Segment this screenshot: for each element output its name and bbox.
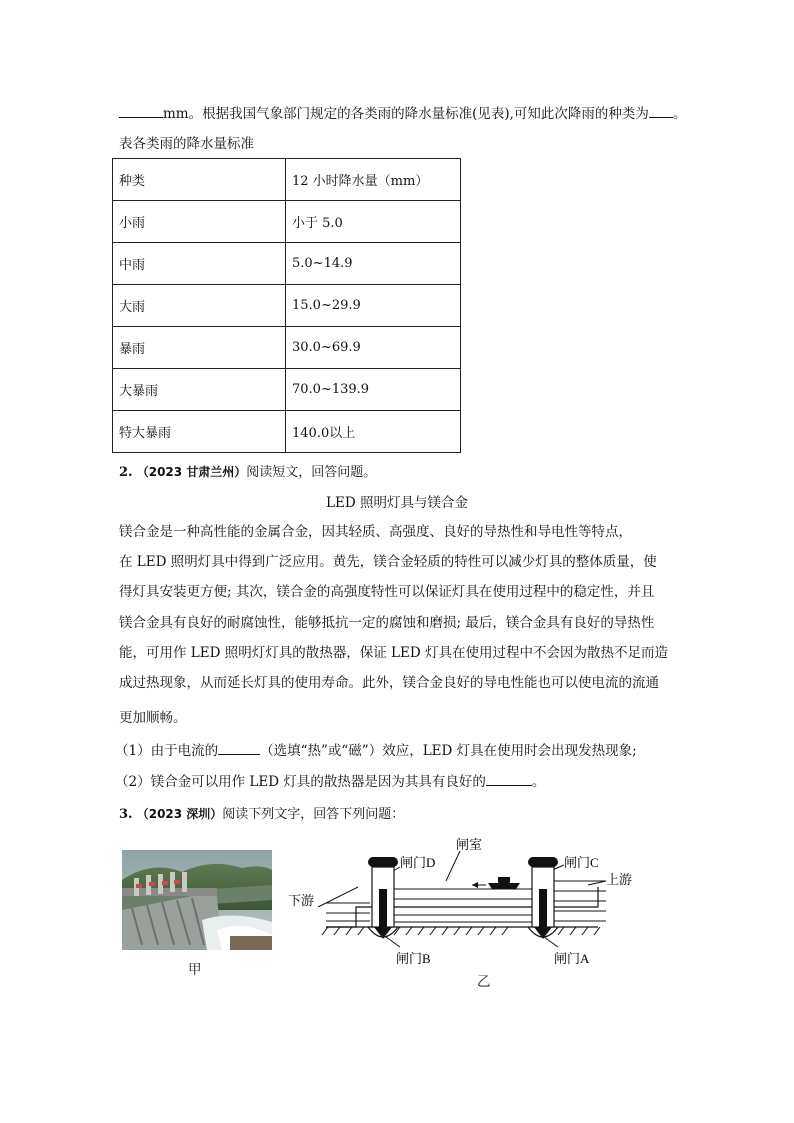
table-cell: 暴雨	[113, 327, 286, 369]
paragraph-line: 镁合金是一种高性能的金属合金，因其轻质、高强度、良好的导热性和导电性等特点，	[119, 524, 632, 540]
label-chamber: 闸室	[456, 837, 483, 852]
question-number: 2.	[119, 465, 133, 480]
ship-lock-diagram	[288, 835, 638, 975]
article-title: LED 照明灯具与镁合金	[326, 495, 468, 511]
table-cell: 大雨	[113, 285, 286, 327]
question-prompt: 阅读下列文字，回答下列问题：	[222, 807, 405, 822]
question-2-header	[119, 462, 376, 483]
label-gate-d: 闸门D	[400, 855, 436, 870]
table-row	[113, 285, 461, 327]
table-cell: 小于 5.0	[286, 201, 461, 243]
table-cell: 5.0~14.9	[286, 243, 461, 285]
table-header-row	[113, 159, 461, 201]
answer-blank[interactable]	[649, 103, 673, 118]
answer-blank[interactable]	[218, 740, 260, 755]
question-3-header	[119, 804, 404, 825]
label-gate-a: 闸门A	[554, 951, 590, 966]
intro-line	[119, 103, 686, 124]
table-row	[113, 243, 461, 285]
sub-question-text: （2）镁合金可以用作 LED 灯具的散热器是因为其具有良好的	[115, 774, 486, 790]
sub-question-text: （1）由于电流的	[115, 743, 219, 759]
table-row	[113, 369, 461, 411]
table-row	[113, 201, 461, 243]
sub-question-1	[115, 740, 637, 761]
table-cell: 特大暴雨	[113, 411, 286, 453]
table-cell: 30.0~69.9	[286, 327, 461, 369]
table-cell: 大暴雨	[113, 369, 286, 411]
paragraph-line: 更加顺畅。	[119, 710, 187, 726]
label-downstream: 下游	[288, 893, 315, 908]
table-cell: 15.0~29.9	[286, 285, 461, 327]
dam-photo	[122, 850, 272, 950]
table-cell: 小雨	[113, 201, 286, 243]
table-cell: 中雨	[113, 243, 286, 285]
paragraph-line: 在 LED 照明灯具中得到广泛应用。黄先，镁合金轻质的特性可以减少灯具的整体质量，使	[119, 554, 657, 570]
header-cell: 种类	[113, 159, 286, 201]
period: 。	[672, 106, 687, 122]
label-gate-c: 闸门C	[564, 855, 599, 870]
label-upstream: 上游	[606, 872, 633, 887]
table-row	[113, 411, 461, 453]
question-prompt: 阅读短文，回答问题。	[246, 465, 377, 480]
question-source: （2023 甘肃兰州）	[136, 465, 247, 479]
paragraph-line: 得灯具安装更方便; 其次，镁合金的高强度特性可以保证灯具在使用过程中的稳定性，并且	[119, 584, 655, 600]
table-title: 表各类雨的降水量标准	[119, 136, 254, 152]
intro-text: mm。根据我国气象部门规定的各类雨的降水量标准(见表),可知此次降雨的种类为	[163, 106, 649, 122]
label-gate-b: 闸门B	[396, 951, 431, 966]
photo-caption: 甲	[188, 962, 202, 978]
answer-blank[interactable]	[486, 771, 532, 786]
header-cell: 12 小时降水量（mm）	[286, 159, 461, 201]
answer-blank[interactable]	[119, 103, 163, 118]
rainfall-table	[112, 158, 461, 453]
table-row	[113, 327, 461, 369]
sub-question-2	[115, 771, 545, 792]
sub-question-text: （选填“热”或“磁”）效应，LED 灯具在使用时会出现发热现象;	[260, 743, 637, 759]
question-source: （2023 深圳）	[136, 807, 223, 821]
table-cell: 70.0~139.9	[286, 369, 461, 411]
paragraph-line: 成过热现象，从而延长灯具的使用寿命。此外，镁合金良好的导电性能也可以使电流的流通	[119, 675, 659, 691]
paragraph-line: 镁合金具有良好的耐腐蚀性，能够抵抗一定的腐蚀和磨损; 最后，镁合金具有良好的导热性	[119, 615, 655, 631]
sub-question-text: 。	[531, 774, 546, 790]
question-number: 3.	[119, 807, 133, 822]
paragraph-line: 能，可用作 LED 照明灯灯具的散热器，保证 LED 灯具在使用过程中不会因为散热不足而造	[119, 645, 668, 661]
table-cell: 140.0以上	[286, 411, 461, 453]
diagram-caption: 乙	[477, 974, 491, 990]
